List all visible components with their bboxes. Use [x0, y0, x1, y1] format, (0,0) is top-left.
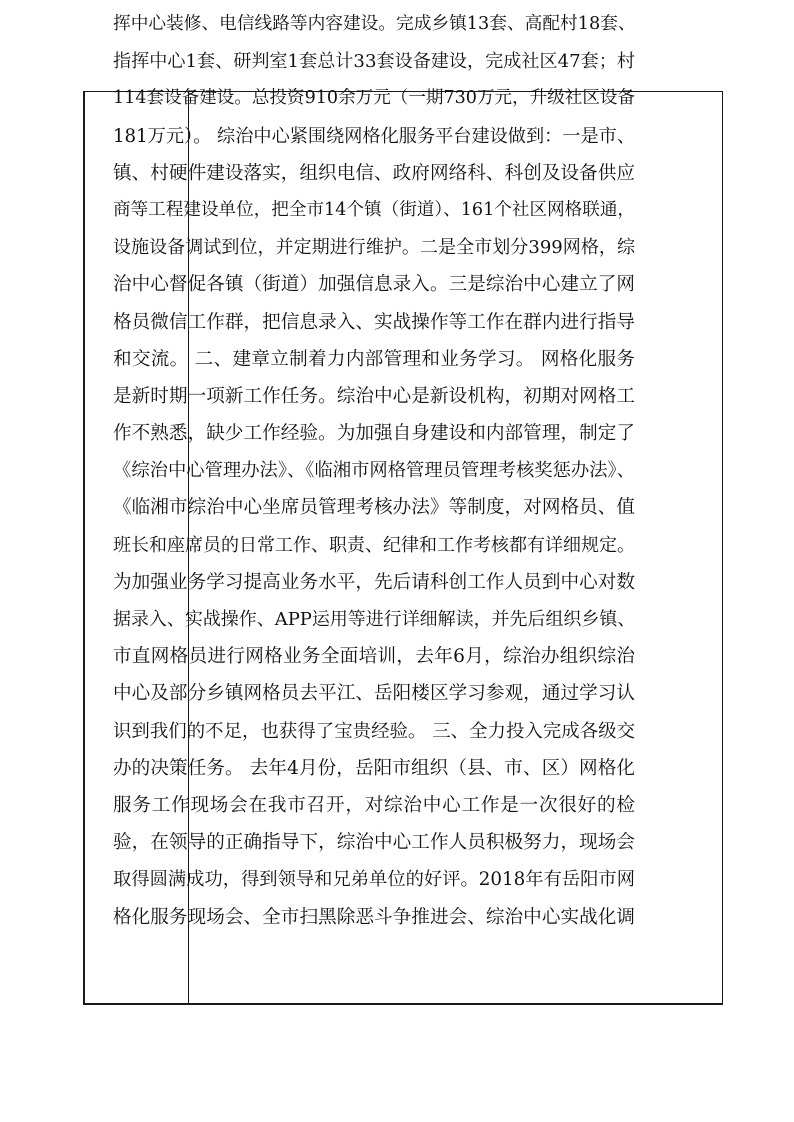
text-line: 办的决策任务。 去年4月份，岳阳市组织（县、市、区）网格化 — [113, 757, 635, 779]
text-line: 181万元）。 综治中心紧围绕网格化服务平台建设做到：一是市、 — [113, 125, 636, 147]
text-line: 《综治中心管理办法》、《临湘市网格管理员管理考核奖惩办法》、 — [113, 460, 635, 482]
text-line: 设施设备调试到位，并定期进行维护。二是全市划分399网格，综 — [113, 237, 635, 259]
text-line: 格化服务现场会、全市扫黑除恶斗争推进会、综治中心实战化调 — [113, 906, 635, 928]
text-line: 为加强业务学习提高业务水平，先后请科创工作人员到中心对数 — [113, 571, 635, 593]
text-line: 识到我们的不足，也获得了宝贵经验。 三、全力投入完成各级交 — [113, 720, 635, 742]
text-line: 中心及部分乡镇网格员去平江、岳阳楼区学习参观，通过学习认 — [113, 683, 635, 705]
text-line: 和交流。 二、建章立制着力内部管理和业务学习。 网格化服务 — [113, 348, 635, 370]
text-line: 《临湘市综治中心坐席员管理考核办法》等制度，对网格员、值 — [113, 497, 635, 519]
text-line: 商等工程建设单位，把全市14个镇（街道）、161个社区网格联通， — [113, 199, 635, 220]
body-text — [113, 6, 635, 936]
text-line: 取得圆满成功，得到领导和兄弟单位的好评。2018年有岳阳市网 — [113, 869, 635, 891]
text-line: 治中心督促各镇（街道）加强信息录入。三是综治中心建立了网 — [113, 274, 635, 296]
text-line: 镇、村硬件建设落实，组织电信、政府网络科、科创及设备供应 — [113, 162, 635, 184]
text-line: 据录入、实战操作、APP运用等进行详细解读，并先后组织乡镇、 — [113, 609, 636, 630]
text-line: 指挥中心1套、研判室1套总计33套设备建设，完成社区47套；村 — [113, 51, 635, 73]
text-line: 挥中心装修、电信线路等内容建设。完成乡镇13套、高配村18套、 — [113, 14, 636, 34]
text-line: 作不熟悉，缺少工作经验。为加强自身建设和内部管理，制定了 — [113, 423, 635, 445]
text-line: 格员微信工作群，把信息录入、实战操作等工作在群内进行指导 — [113, 311, 635, 333]
text-line: 114套设备建设。总投资910余万元（一期730万元，升级社区设备 — [113, 88, 635, 109]
text-line: 市直网格员进行网格业务全面培训，去年6月，综治办组织综治 — [113, 646, 635, 668]
text-line: 是新时期一项新工作任务。综治中心是新设机构，初期对网格工 — [113, 385, 635, 407]
text-line: 服务工作现场会在我市召开，对综治中心工作是一次很好的检 — [113, 794, 635, 816]
text-line: 验，在领导的正确指导下，综治中心工作人员积极努力，现场会 — [113, 832, 635, 854]
text-line: 班长和座席员的日常工作、职责、纪律和工作考核都有详细规定。 — [113, 534, 635, 556]
